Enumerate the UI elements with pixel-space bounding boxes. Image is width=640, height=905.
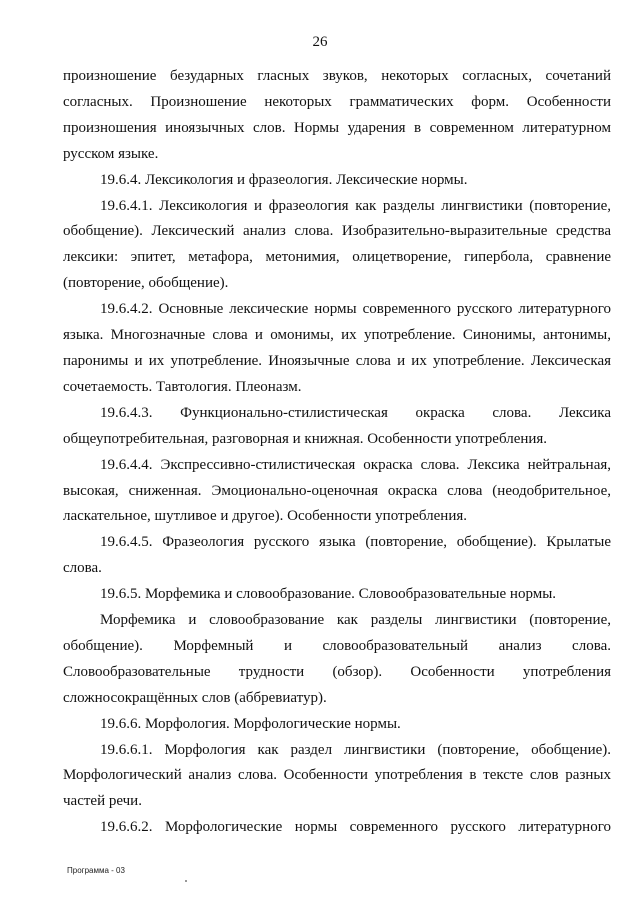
paragraph: 19.6.4.1. Лексикология и фразеология как разделы лингвистики (повторение, обобщение). Лексический анализ слова. Изобразительно-выразительные средства лексики: эпитет, метафора, метонимия, олицетворение, гипербола, сравнение (повторение, обобщение). bbox=[63, 197, 611, 292]
page-footer: Программа - 03 bbox=[67, 866, 125, 875]
paragraph: 19.6.6. Морфология. Морфологические нормы. bbox=[100, 715, 401, 732]
paragraph: 19.6.4.2. Основные лексические нормы современного русского литературного языка. Многозначные слова и омонимы, их употребление. Синонимы, антонимы, паронимы и их употребление. Иноязычные слова и их употребление. Лексическая сочетаемость. Тавтология. Плеоназм. bbox=[63, 301, 611, 395]
paragraph: произношение безударных гласных звуков, некоторых согласных, сочетаний согласных. Произношение некоторых грамматических форм. Особенности произношения иноязычных слов. Нормы ударения в современном литературном русском языке. bbox=[63, 68, 611, 162]
paragraph: 19.6.4.3. Функционально-стилистическая окраска слова. Лексика общеупотребительная, разговорная и книжная. Особенности употребления. bbox=[63, 404, 611, 447]
page-number: 26 bbox=[312, 34, 328, 50]
paragraph: 19.6.4.5. Фразеология русского языка (повторение, обобщение). Крылатые слова. bbox=[63, 534, 611, 577]
paragraph: 19.6.4. Лексикология и фразеология. Лексические нормы. bbox=[100, 171, 468, 188]
paragraph: 19.6.6.1. Морфология как раздел лингвистики (повторение, обобщение). Морфологический анализ слова. Особенности употребления в тексте слов разных частей речи. bbox=[63, 741, 611, 810]
paragraph: Морфемика и словообразование как разделы лингвистики (повторение, обобщение). Морфемный и словообразовательный анализ слова. Словообразовательные трудности (обзор). Особенности употребления сложносокращённых слов (аббревиатур). bbox=[63, 612, 611, 706]
scan-speck bbox=[185, 880, 187, 882]
paragraph: 19.6.5. Морфемика и словообразование. Словообразовательные нормы. bbox=[100, 586, 557, 603]
paragraph: 19.6.4.4. Экспрессивно-стилистическая окраска слова. Лексика нейтральная, высокая, сниженная. Эмоционально-оценочная окраска слова (неодобрительное, ласкательное, шутливое и другое). Особенности употребления. bbox=[63, 456, 611, 525]
document-body bbox=[63, 64, 611, 841]
paragraph: 19.6.6.2. Морфологические нормы современного русского литературного bbox=[100, 819, 611, 836]
